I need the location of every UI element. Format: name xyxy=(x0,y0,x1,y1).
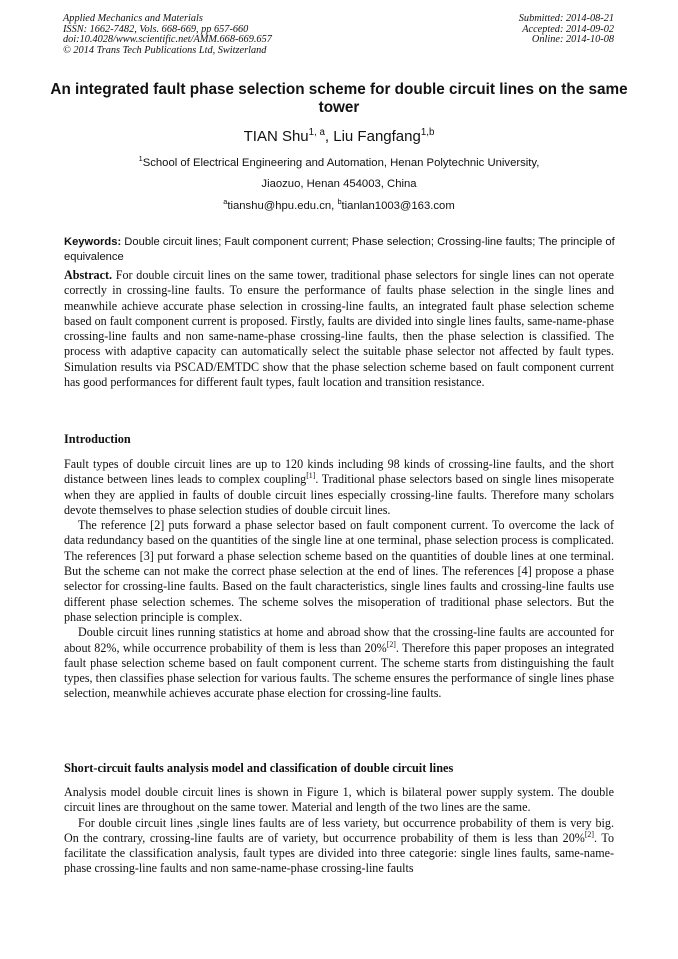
affiliation-emails xyxy=(40,199,638,213)
journal-header-left xyxy=(63,14,272,56)
keywords-label: Keywords: xyxy=(64,236,122,248)
affiliation-institution: School of Electrical Engineering and Automation, Henan Polytechnic University, xyxy=(142,157,540,169)
email-a: tianshu@hpu.edu.cn, xyxy=(227,200,338,212)
author-separator: , xyxy=(324,128,334,145)
journal-header-right xyxy=(519,14,614,46)
doi-line: doi:10.4028/www.scientific.net/AMM.668-669.657 xyxy=(63,34,272,46)
online-date: Online: 2014-10-08 xyxy=(531,34,614,46)
intro-paragraph-1 xyxy=(64,457,614,518)
author-1: TIAN Shu xyxy=(243,128,309,145)
author-2-affiliation-mark: 1,b xyxy=(420,127,435,138)
citation-2: [2] xyxy=(386,639,396,649)
author-2: Liu Fangfang xyxy=(333,128,421,145)
author-line xyxy=(0,128,678,146)
author-1-affiliation-mark: 1, a xyxy=(308,127,325,138)
affiliation-mark: 1 xyxy=(138,154,143,164)
accepted-date: Accepted: 2014-09-02 xyxy=(522,23,614,35)
email-a-mark: a xyxy=(223,197,228,207)
keywords-text: Double circuit lines; Fault component current; Phase selection; Crossing-line faults; The principle of equivalence xyxy=(64,236,615,263)
affiliation-line-2: Jiaozuo, Henan 454003, China xyxy=(261,178,417,190)
abstract-text: For double circuit lines on the same tower, traditional phase selectors for single lines can not operate correctly in crossing-line faults. To ensure the performance of faults phase selection in the single lines and meanwhile achieve accurate phase selection in crossing-line faults, an integrated fault phase selection scheme based on fault component current is proposed. Firstly, faults are divided into single lines faults, same-name-phase crossing-line faults and non same-name-phase crossing-line faults, then the phase selection is classified. The process with adaptive capacity can automatically select the suitable phase selector not affected by fault types. Simulation results via PSCAD/EMTDC show that the phase selection scheme based on fault component current has good performances for different fault types, fault location and transition resistance. xyxy=(64,268,614,390)
introduction-heading: Introduction xyxy=(64,432,131,446)
affiliation-line-1 xyxy=(40,156,638,170)
paper-title: An integrated fault phase selection scheme for double circuit lines on the same tower xyxy=(50,81,628,117)
section2-p2-text-b: . To facilitate the classification analysis, fault types are divided into three categorie: single lines faults, same-name-phase crossing-line faults and non same-name-phase crossing-line faults xyxy=(64,830,614,876)
introduction-body xyxy=(64,457,614,702)
copyright-line: © 2014 Trans Tech Publications Ltd, Switzerland xyxy=(63,44,267,56)
abstract xyxy=(64,268,614,390)
email-b-mark: b xyxy=(337,197,342,207)
keywords xyxy=(64,235,616,264)
issn-line: ISSN: 1662-7482, Vols. 668-669, pp 657-660 xyxy=(63,23,249,35)
email-b: tianlan1003@163.com xyxy=(341,200,455,212)
intro-p3-text-a: Double circuit lines running statistics at home and abroad show that the crossing-line faults are accounted for about 82%, while occurrence probability of them is less than 20% xyxy=(64,625,614,655)
section2-p2-text-a: For double circuit lines ,single lines faults are of less variety, but occurrence probability of them is very big. On the contrary, crossing-line faults are of variety, but occurrence probability of them is less than 20% xyxy=(64,815,614,845)
citation-1: [1] xyxy=(306,471,316,481)
section2-paragraph-2 xyxy=(64,816,614,877)
section2-paragraph-1: Analysis model double circuit lines is shown in Figure 1, which is bilateral power supply system. The double circuit lines are throughout on the same tower. Material and length of the two lines are the same. xyxy=(64,785,614,815)
intro-paragraph-3 xyxy=(64,625,614,701)
intro-paragraph-2: The reference [2] puts forward a phase selector based on fault component current. To overcome the lack of data redundancy based on the quantities of the single line at one terminal, phase selection process is complicated. The references [3] put forward a phase selection scheme based on the quantities of double lines at one terminal. But the scheme can not make the correct phase selection at the end of lines. The references [4] propose a phase selector for crossing-line faults. Based on the fault characteristics, single lines faults and crossing-line faults use different phase selection schemes. The scheme solves the misoperation of traditional phase selectors. But the phase selection principle is complex. xyxy=(64,518,614,624)
citation-3: [2] xyxy=(584,829,594,839)
journal-name: Applied Mechanics and Materials xyxy=(63,13,203,24)
abstract-label: Abstract. xyxy=(64,268,113,282)
section2-body xyxy=(64,785,614,877)
submitted-date: Submitted: 2014-08-21 xyxy=(518,13,614,24)
intro-p1-text-a: Fault types of double circuit lines are up to 120 kinds including 98 kinds of crossing-line faults, and the short distance between lines leads to complex coupling xyxy=(64,457,614,487)
intro-p1-text-b: . Traditional phase selectors based on single lines misoperate when they are applied in faults of double circuit lines especially crossing-line faults. Therefore many scholars devote themselves to phase selection studies of double circuit lines. xyxy=(64,472,615,517)
section2-heading: Short-circuit faults analysis model and classification of double circuit lines xyxy=(64,761,454,775)
intro-p3-text-b: . Therefore this paper proposes an integrated fault phase selection scheme based on fault component current. The scheme starts from distinguishing the fault types, then classifies phase selection for various faults. The scheme ensures the performance of single lines phase selection, meanwhile achieves accurate phase election for crossing-line faults. xyxy=(64,640,614,701)
